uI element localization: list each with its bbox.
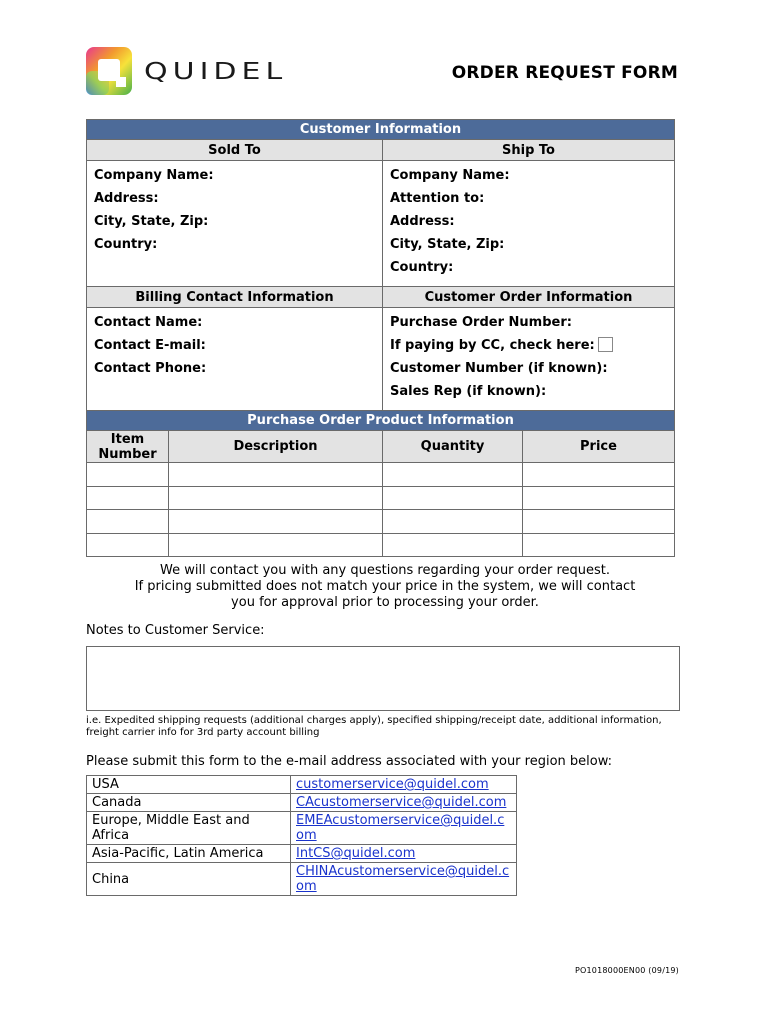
col-price: Price [523,431,675,463]
billing-contact-section[interactable] [87,308,383,411]
table-row [87,863,517,896]
ship-to-section[interactable] [383,161,675,287]
region-cell: USA [87,776,291,794]
region-cell: Canada [87,794,291,812]
notes-hint [86,715,686,739]
form-title: ORDER REQUEST FORM [451,63,678,83]
contact-email-label: Contact E-mail: [94,338,206,353]
table-row [87,845,517,863]
ship-to-heading: Ship To [383,140,675,161]
email-link[interactable]: CHINAcustomerservice@quidel.com [291,863,517,896]
table-row [87,776,517,794]
notice-line: you for approval prior to processing your order. [231,595,539,610]
price-cell[interactable] [523,533,675,557]
region-cell: China [87,863,291,896]
ship-to-address: Address: [390,214,455,229]
region-cell: Asia-Pacific, Latin America [87,845,291,863]
region-cell: Europe, Middle East and Africa [87,812,291,845]
col-quantity: Quantity [383,431,523,463]
item-number-cell[interactable] [87,510,169,534]
contact-name-label: Contact Name: [94,315,203,330]
notice-line: If pricing submitted does not match your price in the system, we will contact [134,579,636,594]
ship-to-attention: Attention to: [390,191,485,206]
sold-to-country: Country: [94,237,158,252]
customer-order-section[interactable] [383,308,675,411]
sales-rep-label: Sales Rep (if known): [390,384,547,399]
quantity-cell[interactable] [383,463,523,487]
description-cell[interactable] [169,510,383,534]
quantity-cell[interactable] [383,486,523,510]
sold-to-heading: Sold To [87,140,383,161]
table-row [87,463,675,487]
contact-notice [86,563,684,611]
sold-to-city-state-zip: City, State, Zip: [94,214,209,229]
cc-check-row [390,337,667,360]
ship-to-city-state-zip: City, State, Zip: [390,237,505,252]
table-row [87,812,517,845]
notes-input[interactable] [86,646,680,711]
email-link[interactable]: CAcustomerservice@quidel.com [291,794,517,812]
cc-check-label: If paying by CC, check here: [390,338,595,353]
price-cell[interactable] [523,463,675,487]
billing-contact-heading: Billing Contact Information [87,287,383,308]
ship-to-company-name: Company Name: [390,168,510,183]
notes-label: Notes to Customer Service: [86,623,265,638]
quantity-cell[interactable] [383,533,523,557]
email-link[interactable]: IntCS@quidel.com [291,845,517,863]
sold-to-address: Address: [94,191,159,206]
item-number-cell[interactable] [87,533,169,557]
description-cell[interactable] [169,533,383,557]
col-description: Description [169,431,383,463]
submit-instructions: Please submit this form to the e-mail address associated with your region below: [86,754,613,769]
customer-order-heading: Customer Order Information [383,287,675,308]
notes-hint-line: freight carrier info for 3rd party account billing [86,727,320,738]
document-code: PO1018000EN00 (09/19) [574,966,679,975]
email-link[interactable]: EMEAcustomerservice@quidel.com [291,812,517,845]
description-cell[interactable] [169,486,383,510]
contact-phone-label: Contact Phone: [94,361,207,376]
item-number-cell[interactable] [87,463,169,487]
product-information-band: Purchase Order Product Information [87,411,675,431]
sold-to-company-name: Company Name: [94,168,214,183]
quidel-logo [86,47,287,95]
logo-wordmark: QUIDEL [144,57,288,85]
po-number-label: Purchase Order Number: [390,315,572,330]
col-item-number: Item Number [87,431,169,463]
sold-to-section[interactable] [87,161,383,287]
price-cell[interactable] [523,486,675,510]
table-row [87,794,517,812]
price-cell[interactable] [523,510,675,534]
table-row [87,510,675,534]
notice-line: We will contact you with any questions regarding your order request. [159,563,611,578]
email-link[interactable]: customerservice@quidel.com [291,776,517,794]
quidel-logo-icon [86,47,132,95]
table-row [87,486,675,510]
notes-hint-line: i.e. Expedited shipping requests (additional charges apply), specified shipping/receipt date, additional information, [86,715,662,726]
customer-information-band: Customer Information [87,120,675,140]
cc-checkbox[interactable] [598,337,613,352]
quantity-cell[interactable] [383,510,523,534]
table-row [87,533,675,557]
region-email-table [86,775,517,896]
description-cell[interactable] [169,463,383,487]
customer-number-label: Customer Number (if known): [390,361,608,376]
item-number-cell[interactable] [87,486,169,510]
order-form-table [86,119,675,557]
ship-to-country: Country: [390,260,454,275]
